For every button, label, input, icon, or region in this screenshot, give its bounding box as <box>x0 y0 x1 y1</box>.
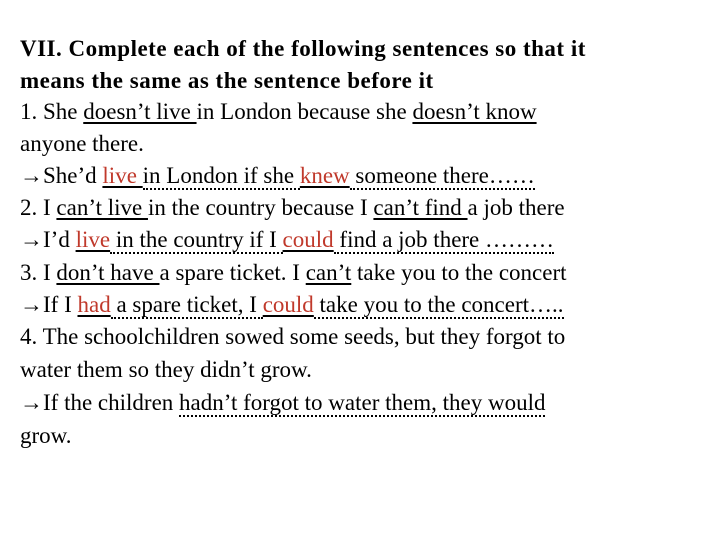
q3-answer-line <box>20 290 564 320</box>
q4-answer-line <box>20 388 545 418</box>
q3-tail: take you to the concert <box>351 260 567 285</box>
q3-number: 3. I <box>20 260 57 285</box>
q1-answer-line <box>20 161 535 191</box>
q4-arrow-prefix: →If the children <box>20 390 180 415</box>
title-line-2: means the same as the sentence before it <box>20 68 434 93</box>
q1-answer-1: live <box>102 163 143 188</box>
q1-answer-text-2: someone there…… <box>349 163 535 188</box>
q2-answer-line <box>20 225 554 255</box>
q2-arrow-prefix: →I’d <box>20 227 76 252</box>
q4-answer-continued: grow. <box>20 423 72 448</box>
q1-answer-2: knew <box>299 163 350 188</box>
q2-answer-1: live <box>75 227 111 252</box>
q3-negative-1: don’t have <box>56 260 160 285</box>
q2-negative-2: can’t find <box>373 195 468 220</box>
title-line-1: VII. Complete each of the following sentences so that it <box>20 36 586 61</box>
q1-line-2: anyone there. <box>20 131 144 156</box>
q4-answer-text: hadn’t forgot to water them, they would <box>179 390 546 415</box>
q3-negative-2: can’t <box>305 260 352 285</box>
q3-answer-2: could <box>262 292 314 317</box>
q3-line-1 <box>20 258 567 288</box>
q3-answer-1: had <box>77 292 111 317</box>
q2-line-1 <box>20 193 565 223</box>
q1-negative-2: doesn’t know <box>412 99 537 124</box>
q1-arrow-prefix: →She’d <box>20 163 103 188</box>
q2-negative-1: can’t live <box>56 195 148 220</box>
q2-answer-text-2: find a job there ……… <box>333 227 555 252</box>
exercise-title <box>20 33 586 97</box>
q2-middle: in the country because I <box>147 195 374 220</box>
q2-answer-text-1: in the country if I <box>110 227 283 252</box>
q3-middle: a spare ticket. I <box>159 260 306 285</box>
q2-answer-2: could <box>282 227 334 252</box>
q1-number: 1. She <box>20 99 84 124</box>
q1-negative-1: doesn’t live <box>83 99 197 124</box>
q1-line-1 <box>20 97 537 127</box>
q2-number: 2. I <box>20 195 57 220</box>
q2-tail: a job there <box>467 195 565 220</box>
q1-middle: in London because she <box>196 99 413 124</box>
q4-line-2: water them so they didn’t grow. <box>20 357 312 382</box>
q4-line-1: 4. The schoolchildren sowed some seeds, but they forgot to <box>20 324 566 349</box>
q1-answer-text-1: in London if she <box>142 163 300 188</box>
q3-arrow-prefix: →If I <box>20 292 78 317</box>
q3-answer-text-2: take you to the concert….. <box>313 292 564 317</box>
q3-answer-text-1: a spare ticket, I <box>110 292 263 317</box>
